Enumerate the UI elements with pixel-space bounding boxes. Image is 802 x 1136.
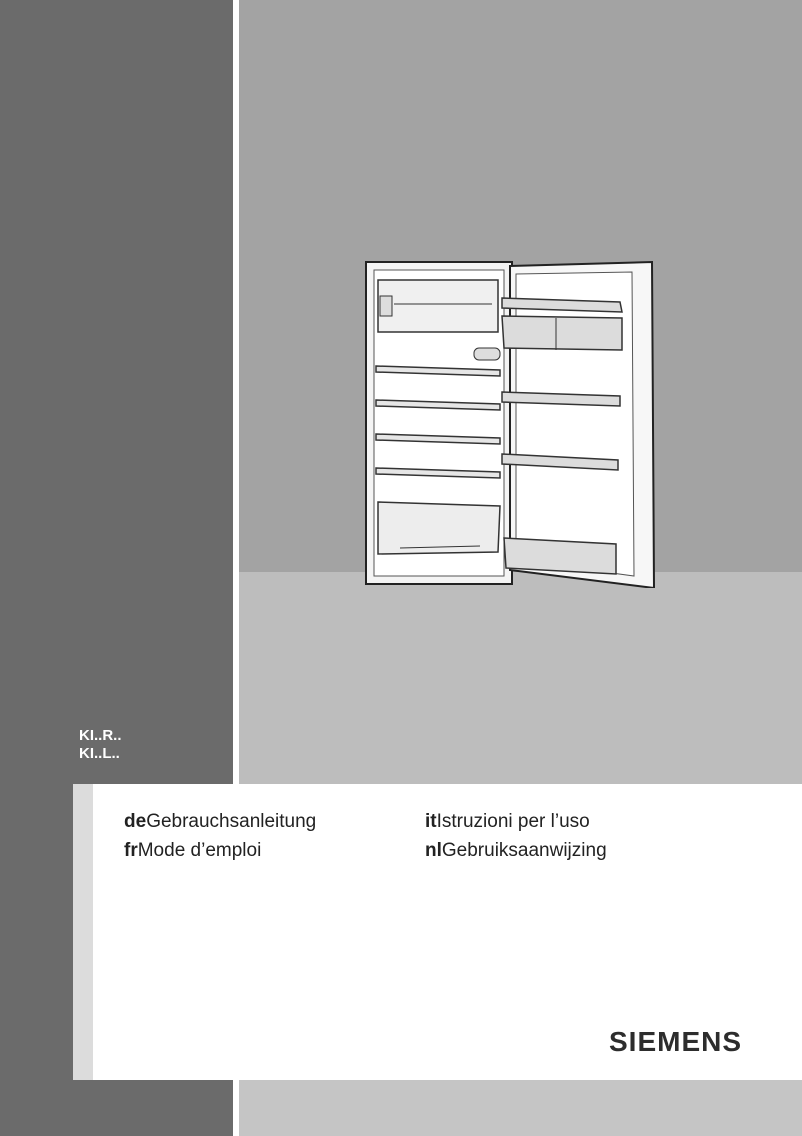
model-code-r: KI..R.. (79, 727, 122, 744)
model-codes (79, 727, 122, 763)
lang-label: Gebruiksaanwijzing (441, 840, 607, 861)
card-accent-gap (93, 784, 97, 1080)
lang-fr[interactable] (124, 840, 261, 862)
lang-code: fr (124, 840, 138, 861)
lang-label: Gebrauchsanleitung (146, 811, 317, 832)
lang-code: de (124, 811, 147, 832)
lang-it[interactable] (425, 811, 590, 833)
lang-label: Mode d’emploi (137, 840, 262, 861)
card-accent-bar (73, 784, 93, 1080)
lang-label: Istruzioni per l’uso (436, 811, 590, 832)
lang-code: it (425, 811, 437, 832)
photo-floor (239, 572, 802, 784)
fridge-illustration (360, 258, 660, 588)
lang-nl[interactable] (425, 840, 607, 862)
lang-de[interactable] (124, 811, 316, 833)
lang-code: nl (425, 840, 442, 861)
bottom-gray-band (239, 1080, 802, 1136)
model-code-l: KI..L.. (79, 745, 120, 762)
brand-logo: SIEMENS (609, 1026, 743, 1057)
